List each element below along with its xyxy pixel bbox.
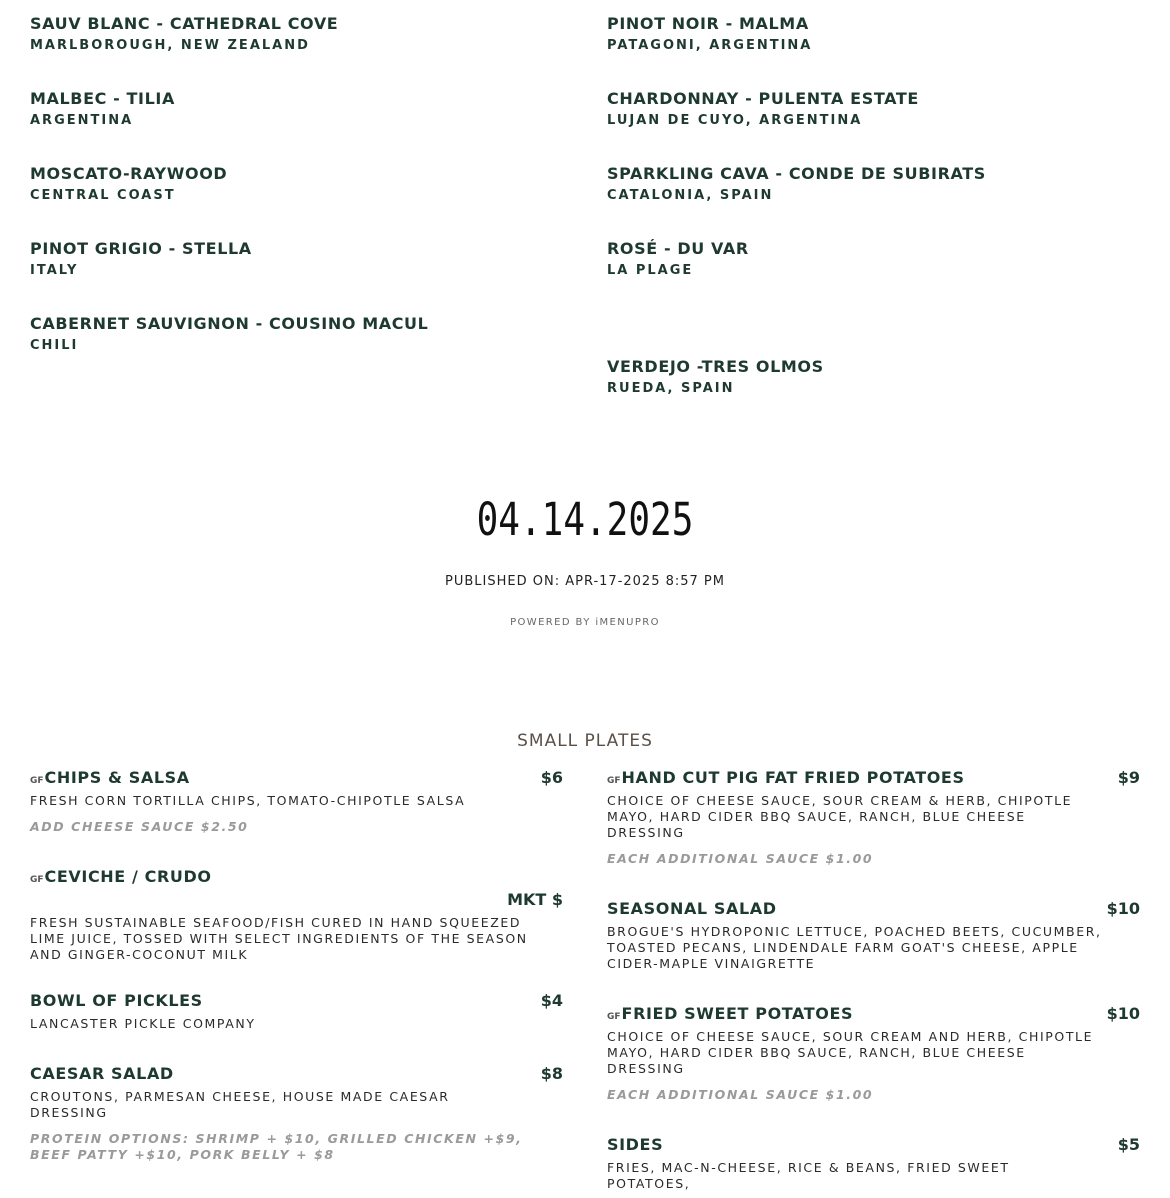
menu-item-name <box>607 1004 1140 1023</box>
menu-item-name <box>30 867 563 886</box>
wine-item <box>30 164 227 203</box>
menu-item-title: CHIPS & SALSA <box>44 768 190 787</box>
menu-item-price: $6 <box>540 768 563 787</box>
wine-name: CABERNET SAUVIGNON - COUSINO MACUL <box>30 314 429 333</box>
wine-name: MALBEC - TILIA <box>30 89 175 108</box>
wine-item <box>607 164 986 203</box>
wine-region: RUEDA, SPAIN <box>607 381 735 396</box>
wine-item <box>607 89 919 128</box>
wine-region: ITALY <box>30 263 79 278</box>
gluten-free-badge: GF <box>30 776 44 786</box>
menu-item-price: $8 <box>540 1064 563 1083</box>
wine-region: PATAGONI, ARGENTINA <box>607 38 813 53</box>
menu-item-description: FRESH CORN TORTILLA CHIPS, TOMATO-CHIPOTLE SALSA <box>30 793 466 808</box>
menu-item-title: SIDES <box>607 1135 664 1154</box>
menu-item-title: BOWL OF PICKLES <box>30 991 203 1010</box>
menu-item <box>30 991 563 1032</box>
menu-item <box>30 1064 563 1163</box>
wine-name: VERDEJO -TRES OLMOS <box>607 357 824 376</box>
wine-region: CHILI <box>30 338 79 353</box>
wine-name: ROSÉ - DU VAR <box>607 239 749 258</box>
menu-item-description: CHOICE OF CHEESE SAUCE, SOUR CREAM AND HERB, CHIPOTLE MAYO, HARD CIDER BBQ SAUCE, RANCH, BLUE CHEESE DRESSING <box>607 1029 1094 1076</box>
published-timestamp: PUBLISHED ON: APR-17-2025 8:57 PM <box>445 574 725 589</box>
wine-region: CATALONIA, SPAIN <box>607 188 774 203</box>
menu-item <box>30 768 563 835</box>
wine-name: SPARKLING CAVA - CONDE DE SUBIRATS <box>607 164 986 183</box>
wine-item <box>607 14 812 53</box>
gluten-free-badge: GF <box>30 875 44 885</box>
menu-item-price: MKT $ <box>507 890 563 909</box>
menu-item-description: FRIES, MAC-N-CHEESE, RICE & BEANS, FRIED SWEET POTATOES, <box>607 1160 1010 1191</box>
menu-item <box>607 1135 1140 1192</box>
wine-name: PINOT GRIGIO - STELLA <box>30 239 252 258</box>
wine-region: CENTRAL COAST <box>30 188 176 203</box>
menu-item-price: $9 <box>1117 768 1140 787</box>
gluten-free-badge: GF <box>607 776 621 786</box>
menu-item-name <box>607 768 1140 787</box>
wine-item <box>30 314 428 353</box>
menu-item-title: HAND CUT PIG FAT FRIED POTATOES <box>621 768 965 787</box>
wine-name: CHARDONNAY - PULENTA ESTATE <box>607 89 919 108</box>
wine-region: MARLBOROUGH, NEW ZEALAND <box>30 38 310 53</box>
wine-region: ARGENTINA <box>30 113 134 128</box>
menu-item-description: BROGUE'S HYDROPONIC LETTUCE, POACHED BEETS, CUCUMBER, TOASTED PECANS, LINDENDALE FARM GOAT'S CHEESE, APPLE CIDER-MAPLE VINAIGRETTE <box>607 924 1102 971</box>
menu-item-note: PROTEIN OPTIONS: SHRIMP + $10, GRILLED CHICKEN +$9, BEEF PATTY +$10, PORK BELLY + $8 <box>30 1131 523 1162</box>
powered-by-link[interactable]: POWERED BY iMENUPRO <box>510 617 660 628</box>
menu-item-title: SEASONAL SALAD <box>607 899 777 918</box>
menu-item-price: $4 <box>540 991 563 1010</box>
wine-name: MOSCATO-RAYWOOD <box>30 164 228 183</box>
wine-region: LA PLAGE <box>607 263 694 278</box>
menu-item-price: $10 <box>1106 899 1140 918</box>
wine-name: PINOT NOIR - MALMA <box>607 14 809 33</box>
menu-item-price: $10 <box>1106 1004 1140 1023</box>
menu-item-price: $5 <box>1117 1135 1140 1154</box>
menu-item-note: EACH ADDITIONAL SAUCE $1.00 <box>607 851 874 866</box>
menu-item <box>30 867 563 963</box>
wine-name: SAUV BLANC - CATHEDRAL COVE <box>30 14 339 33</box>
menu-item <box>607 899 1140 972</box>
gluten-free-badge: GF <box>607 1012 621 1022</box>
wine-item <box>30 239 252 278</box>
wine-item <box>607 239 749 278</box>
menu-date: 04.14.2025 <box>476 494 694 547</box>
menu-item-title: CEVICHE / CRUDO <box>44 867 212 886</box>
menu-item-description: LANCASTER PICKLE COMPANY <box>30 1016 256 1031</box>
menu-item-description: CROUTONS, PARMESAN CHEESE, HOUSE MADE CAESAR DRESSING <box>30 1089 450 1120</box>
wine-item <box>30 89 175 128</box>
menu-item-description: FRESH SUSTAINABLE SEAFOOD/FISH CURED IN HAND SQUEEZED LIME JUICE, TOSSED WITH SELECT INGREDIENTS OF THE SEASON AND GINGER-COCONUT MILK <box>30 915 528 962</box>
menu-item-note: ADD CHEESE SAUCE $2.50 <box>30 819 249 834</box>
menu-item-description: CHOICE OF CHEESE SAUCE, SOUR CREAM & HERB, CHIPOTLE MAYO, HARD CIDER BBQ SAUCE, RANCH, BLUE CHEESE DRESSING <box>607 793 1073 840</box>
wine-item <box>30 14 338 53</box>
menu-item <box>607 1004 1140 1103</box>
menu-item <box>607 768 1140 867</box>
wine-region: LUJAN DE CUYO, ARGENTINA <box>607 113 863 128</box>
menu-item-note: EACH ADDITIONAL SAUCE $1.00 <box>607 1087 874 1102</box>
wine-item <box>607 357 824 396</box>
section-title-small-plates: SMALL PLATES <box>517 731 653 751</box>
menu-item-name <box>30 768 563 787</box>
menu-item-title: CAESAR SALAD <box>30 1064 174 1083</box>
menu-item-title: FRIED SWEET POTATOES <box>621 1004 854 1023</box>
